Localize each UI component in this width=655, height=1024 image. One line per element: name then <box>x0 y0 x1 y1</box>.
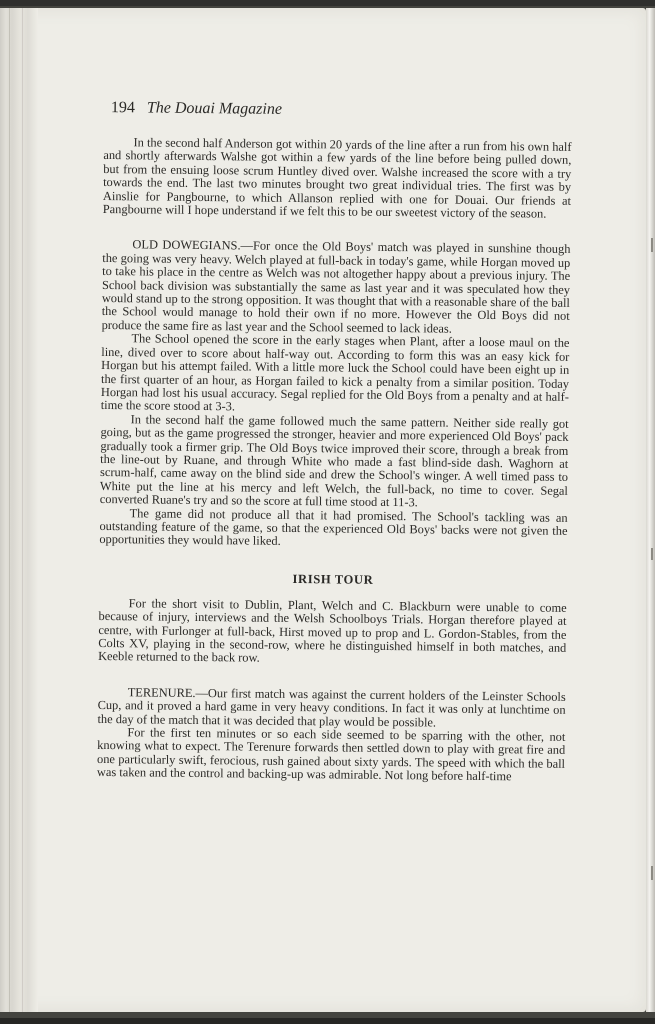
book-gutter <box>0 8 38 1012</box>
magazine-page <box>0 8 646 1012</box>
old-dowegians-paragraph-2: The School opened the score in the early stages when Plant, after a loose maul on the line, dived over to score about half-way out. According to form this was an easy kick for Horgan but his attempt failed. With a little more luck the School could have been eight up in the first quarter of an hour, as Horgan failed to kick a penalty from a similar position. Today Horgan had lost his usual accuracy. Segal replied for the Old Boys from a penalty and at half-time the score stood at 3-3. <box>100 331 570 414</box>
terenure-paragraph-1: TERENURE.—Our first match was against the current holders of the Leinster Schools Cup, and it proved a hard game in very heavy conditions. In fact it was only at lunchtime on the day of the match that it was decided that play would be possible. <box>97 685 566 730</box>
edge-mark <box>651 866 653 880</box>
irish-tour-paragraph: For the short visit to Dublin, Plant, Welch and C. Blackburn were unable to come because of injury, interviews and the Welsh Schoolboys Trials. Horgan therefore played at centre, with Furlonger at full-back, Hirst moved up to prop and L. Gordon-Stables, from the Colts XV, playing in the second-row, where he distinguished himself in both matches, and Keeble returned to the back row. <box>98 596 567 666</box>
intro-paragraph: In the second half Anderson got within 20 yards of the line after a run from his own half and shortly afterwards Walshe got within a few yards of the line before being pulled down, but from the ensuing loose scrum Huntley dived over. Walshe increased the score with a try towards the end. The last two minutes brought two great individual tries. The first was by Ainslie for Pangbourne, to which Allanson replied with one for Douai. Our friends at Pangbourne will I hope understand if we felt this to be our sweetest victory of the season. <box>102 135 572 221</box>
old-dowegians-paragraph-1: OLD DOWEGIANS.—For once the Old Boys' match was played in sunshine though the going was very heavy. Welch played at full-back in today's game, while Horgan moved up to take his place in the centre as Welch was not altogether happy about a previous injury. The School back division was substantially the same as last year and it was speculated how they would stand up to the strong opposition. It was thought that with a reasonable share of the ball the School would manage to hold their own if no more. However the Old Boys did not produce the same fire as last year and the School seemed to lack ideas. <box>101 237 571 336</box>
running-header <box>111 98 572 123</box>
irish-tour-heading: IRISH TOUR <box>292 571 374 587</box>
edge-mark <box>651 238 653 252</box>
page-text <box>97 98 572 785</box>
magazine-title: The Douai Magazine <box>146 99 283 118</box>
page-number: 194 <box>110 99 135 117</box>
edge-mark <box>651 548 653 560</box>
old-dowegians-paragraph-3: In the second half the game followed much the same pattern. Neither side really got going, but as the game progressed the stronger, heavier and more experienced Old Boys' pack gradually took a firmer grip. The Old Boys twice improved their score, through a break from the line-out by Ruane, and through White who made a fast blind-side dash. Waghorn at scrum-half, came away on the blind side and drew the School's winger. A well timed pass to White put the line at his mercy and left Welch, the full-back, no time to cover. Segal converted Ruane's try and so the score at full time stood at 11-3. <box>99 412 569 510</box>
old-dowegians-paragraph-4: The game did not produce all that it had promised. The School's tackling was an outstanding feature of the game, so that the experienced Old Boys' backs were not given the opportunities they would have liked. <box>99 505 568 549</box>
page-edge <box>646 8 655 1012</box>
terenure-paragraph-2: For the first ten minutes or so each side seemed to be sparring with the other, not knowing what to expect. The Terenure forwards then settled down to play with great fire and one particularly swift, ferocious, rush gained about sixty yards. The speed with which the ball was taken and the control and backing-up was admirable. Not long before half-time <box>96 725 566 784</box>
